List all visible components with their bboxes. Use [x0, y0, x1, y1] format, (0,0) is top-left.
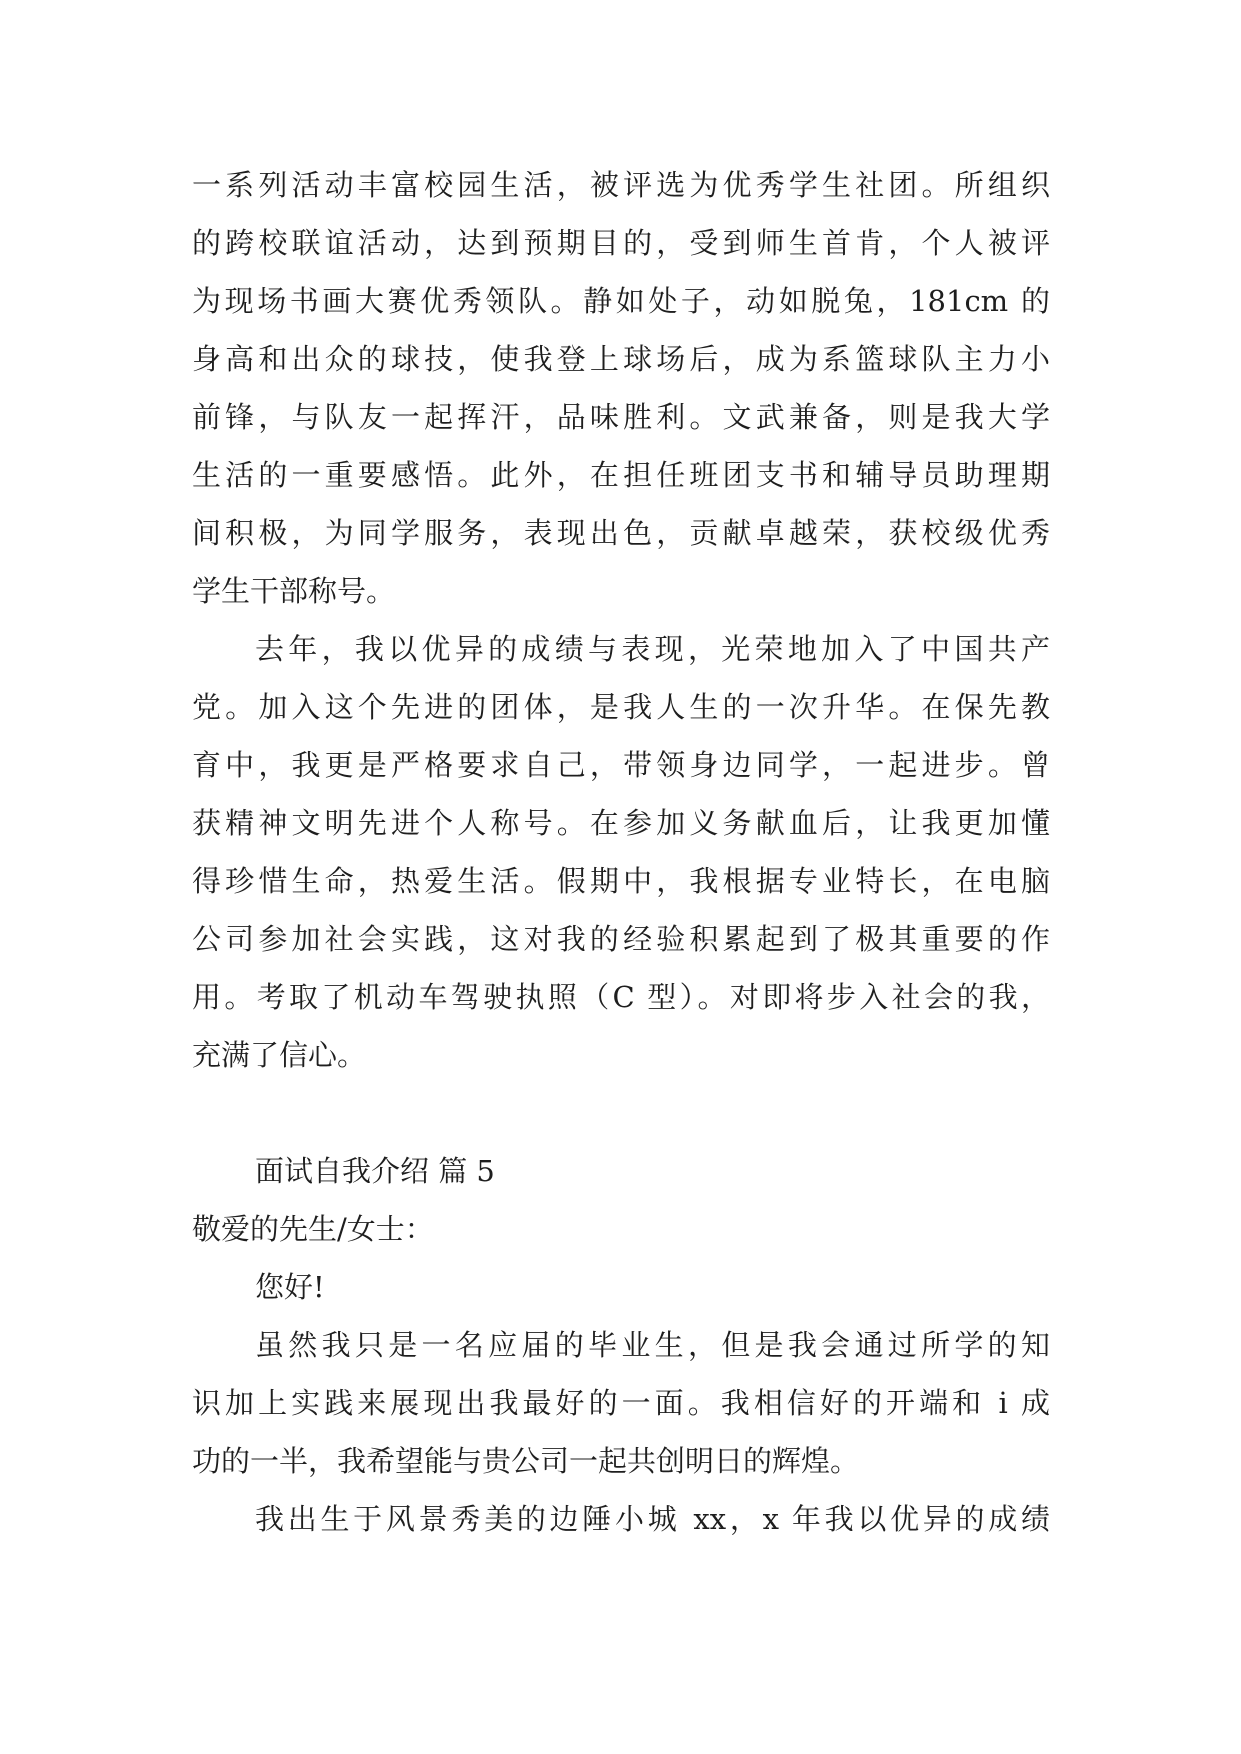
paragraph-1-line: 前锋，与队友一起挥汗，品味胜利。文武兼备，则是我大学	[192, 400, 1050, 434]
section-heading: 面试自我介绍 篇 5	[255, 1154, 495, 1188]
paragraph-4-line: 我出生于风景秀美的边陲小城 xx，x 年我以优异的成绩	[255, 1502, 1050, 1536]
paragraph-1-line: 一系列活动丰富校园生活，被评选为优秀学生社团。所组织	[192, 168, 1050, 202]
blank-line	[192, 1084, 1050, 1142]
paragraph-1-line: 间积极，为同学服务，表现出色，贡献卓越荣，获校级优秀	[192, 516, 1050, 550]
paragraph-2-line: 充满了信心。	[192, 1038, 367, 1072]
paragraph-4	[192, 1490, 1050, 1548]
greeting: 您好!	[255, 1270, 325, 1304]
paragraph-2-line: 党。加入这个先进的团体，是我人生的一次升华。在保先教	[192, 690, 1050, 724]
paragraph-1	[192, 156, 1050, 620]
paragraph-2-line: 获精神文明先进个人称号。在参加义务献血后，让我更加懂	[192, 806, 1050, 840]
paragraph-3	[192, 1316, 1050, 1490]
salutation: 敬爱的先生/女士：	[192, 1212, 434, 1246]
paragraph-1-line: 的跨校联谊活动，达到预期目的，受到师生首肯，个人被评	[192, 226, 1050, 260]
paragraph-3-line: 虽然我只是一名应届的毕业生，但是我会通过所学的知	[255, 1328, 1050, 1362]
paragraph-2-line: 公司参加社会实践，这对我的经验积累起到了极其重要的作	[192, 922, 1050, 956]
paragraph-1-line: 学生干部称号。	[192, 574, 396, 608]
paragraph-2	[192, 620, 1050, 1084]
paragraph-2-line: 用。考取了机动车驾驶执照（C 型）。对即将步入社会的我，	[192, 980, 1050, 1014]
paragraph-2-line: 去年，我以优异的成绩与表现，光荣地加入了中国共产	[255, 632, 1050, 666]
paragraph-2-line: 育中，我更是严格要求自己，带领身边同学，一起进步。曾	[192, 748, 1050, 782]
paragraph-2-line: 得珍惜生命，热爱生活。假期中，我根据专业特长，在电脑	[192, 864, 1050, 898]
document-body	[192, 156, 1050, 1548]
paragraph-3-line: 识加上实践来展现出我最好的一面。我相信好的开端和 i 成	[192, 1386, 1050, 1420]
paragraph-1-line: 为现场书画大赛优秀领队。静如处子，动如脱兔，181cm 的	[192, 284, 1050, 318]
paragraph-1-line: 生活的一重要感悟。此外，在担任班团支书和辅导员助理期	[192, 458, 1050, 492]
paragraph-1-line: 身高和出众的球技，使我登上球场后，成为系篮球队主力小	[192, 342, 1050, 376]
paragraph-3-line: 功的一半，我希望能与贵公司一起共创明日的辉煌。	[192, 1444, 860, 1478]
